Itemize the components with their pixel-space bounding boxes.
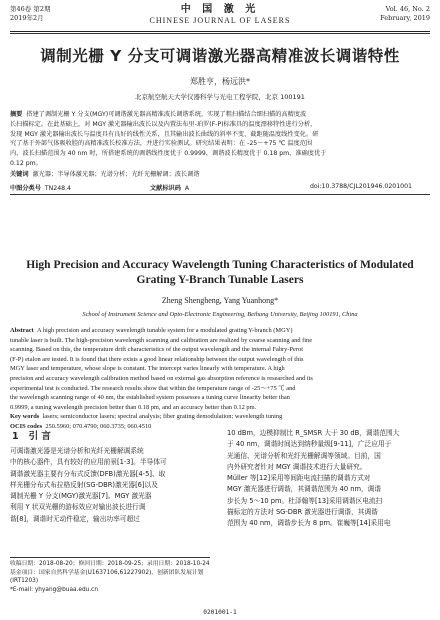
section-heading (12, 428, 51, 442)
abstract-cn-line: 长扫描标定。在此基础上，对 MGY 激光器输出波长以及内置法布里-珀罗(F-P)标准具的温度漂移特性进行分析， (10, 120, 317, 128)
title-en-line: High Precision and Accuracy Wavelength Tuning Characteristics of Modulated (26, 259, 414, 271)
header-center (10, 4, 430, 26)
abstract-rule (10, 194, 430, 195)
keywords-cn-text: 激光器；半导体激光器；光谱分析；光纤光栅解调；波长调谐 (32, 171, 200, 178)
section-number: 1 (12, 431, 19, 442)
body-line: 光通信、光谱分析和光纤光栅解调等领域。目前，国 (227, 451, 381, 460)
body-line: 调制光栅 Y 分支(MGY)激光器[7]。MGY 激光器 (10, 492, 152, 501)
ocis-label: OCIS codes (10, 422, 43, 430)
header-rule-thin (10, 33, 430, 34)
keywords-cn (10, 170, 430, 180)
body-line: 步长为 5～10 pm。杜泽翰等[13]采用调谐区电流扫 (227, 496, 383, 505)
paper-title-en (10, 258, 430, 287)
journal-name-en: CHINESE JOURNAL OF LASERS (149, 16, 291, 25)
authors-cn: 郑胜亨，杨远洪* (190, 77, 250, 86)
header-rule (10, 31, 430, 32)
abstract-en (10, 326, 430, 432)
body-line: 内外研究者针对 MGY 调谐技术进行大量研究。 (227, 462, 367, 471)
doc-code-value: A (184, 185, 190, 192)
title-en-line: Grating Y-Branch Tunable Lasers (136, 273, 304, 286)
ocis-text: 250.5960; 070.4790; 060.3735; 060.4510 (45, 422, 152, 430)
volume-en: Vol. 46, No. 2 (385, 5, 430, 13)
date-en: February, 2019 (380, 14, 430, 22)
doc-code-label: 文献标识码 (150, 185, 181, 192)
date-cn: 2019年2月 (10, 14, 44, 22)
abstract-en-line: (F-P) etalon are tested. It is found that there exists a good linear relationship between the output wavelength of this (10, 355, 304, 363)
footnote-received: 收稿日期：2018-08-20；修回日期：2018-09-25；录用日期：2018-10-24 (10, 561, 210, 567)
doc-code (150, 183, 189, 192)
right-column (227, 428, 430, 530)
body-line: Müller 等[12]采用等间距电流扫描的调谐方式对 (227, 474, 371, 483)
clc (10, 183, 71, 192)
abstract-en-line: tunable laser is built. The high-precision wavelength scanning and calibration are realized by coarse scanning and fine (10, 336, 313, 344)
abstract-en-line: precision and accuracy wavelength calibration method based on external gas absorption reference is researched and its (10, 374, 313, 382)
footnote-rule (10, 557, 210, 558)
clc-value: TN248.4 (44, 185, 71, 192)
body-line: 10 dBm，边模抑制比 R_SMSR 大于 30 dB，调谐范围大 (227, 429, 400, 437)
abstract-en-line: scanning. Based on this, the temperature drift characteristics of the output wavelength and the internal Fabry-Perot (10, 346, 303, 354)
clc-label: 中图分类号 (10, 185, 41, 192)
abstract-cn-line: 0.12 pm。 (10, 159, 42, 167)
footnote (10, 560, 220, 594)
abstract-cn-line: 究了基于外部气体吸收腔的高精准波长校准方法，并进行实验测试。研究结果表明：在 -25～+75 ℃ 温度范围 (10, 140, 313, 148)
page-number: 0201001-1 (203, 609, 237, 616)
abstract-cn-line: 摘要 搭建了调制光栅 Y 分支(MGY)可调谐激光器高精准波长调谐系统，实现了粗扫描结合细扫描的高精度波 (10, 111, 307, 118)
keywords-en (10, 412, 430, 422)
body-line: 范围为 40 nm，调谐步长为 8 pm。崔巍等[14]采用电 (227, 519, 391, 528)
doi-value[interactable]: 10.3788/CJL201946.0201001 (321, 183, 412, 190)
abstract-en-line: MGY laser and temperature, whose slope is constant. The intercept varies linearly with temperature. A high (10, 365, 285, 373)
abstract-en-line: experimental test is conducted. The research results show that within the temperature range of -25～+75 ℃ and (10, 384, 296, 392)
abstract-cn-line: 发现 MGY 激光器输出波长与温度具有良好的线性关系，且其输出波长曲线的斜率不变、截距随温度线性变化。研 (10, 130, 319, 138)
body-line: 调谐激光器主要有分布式反馈(DFB)激光器[4-5]、取 (10, 469, 166, 478)
paper-title-cn: 调制光栅 Y 分支可调谐激光器高精准波长调谐特性 (40, 47, 400, 65)
body-line: 可调谐激光器是光谱分析和光纤光栅解调系统 (10, 447, 144, 455)
footnote-email[interactable]: *E-mail: yhyang@buaa.edu.cn (10, 586, 99, 593)
body-line: 样光栅分布式布拉格反射(SG-DBR)激光器[6]以及 (10, 480, 158, 489)
body-line: 中的核心器件，具有较好的应用前景[1-3]。半导体可 (10, 458, 167, 467)
footnote-fund: 基金项目：国家自然科学基金(U1637106,61227902)，创新团队发展计划(IRT1203) (10, 569, 204, 585)
journal-name-cn: 中 国 激 光 (180, 4, 260, 15)
doi[interactable] (310, 183, 412, 190)
keywords-en-text: lasers; semiconductor lasers; spectral analysis; fiber grating demodulation; wavelength tuning (42, 413, 283, 421)
doi-label: doi: (310, 183, 322, 190)
affiliation-cn: 北京航空航天大学仪器科学与光电工程学院，北京 100191 (135, 93, 305, 101)
keywords-en-label: Key words (10, 413, 40, 421)
abstract-en-label: Abstract (10, 327, 34, 334)
journal-header (10, 4, 430, 30)
abstract-en-line: the wavelength scanning range of 40 nm, the established system possesses a tuning curve linearity better than (10, 394, 290, 402)
abstract-en-line: 0.9999, a tuning wavelength precision better than 0.18 pm, and an accuracy better than 0.12 pm. (10, 403, 257, 411)
abstract-cn (10, 110, 430, 169)
affiliation-en: School of Instrument Science and Opto-Electronic Engineering, Beihang University, Beijing 100191, China (82, 311, 358, 318)
body-line: MGY 激光器进行调谐，其调谐范围为 40 nm，调谐 (227, 485, 382, 494)
body-line: 描标定的方法对 SG-DBR 激光器进行调谐，其调谐 (227, 508, 378, 517)
abstract-cn-line: 内，波长扫描范围为 40 nm 时，所搭建系统的调谐线性度优于 0.9999，调谐波长精度优于 0.18 pm，准确度优于 (10, 150, 327, 158)
body-line: 于 40 nm，调谐时间达到纳秒量级[9-11]，广泛应用于 (227, 440, 392, 449)
volume-cn: 第46卷 第2期 (10, 5, 51, 13)
abstract-en-line: Abstract A high precision and accuracy wavelength tunable system for a modulated grating Y-branch (MGY) (10, 327, 293, 334)
abstract-cn-label: 摘要 (10, 111, 23, 118)
body-line: 利用 Y 状双光栅的游标效应对输出波长进行调 (10, 503, 146, 512)
left-column (10, 446, 215, 525)
section-title: 引 言 (28, 431, 51, 442)
authors-en: Zheng Shengheng, Yang Yuanhong* (161, 296, 279, 305)
body-line: 谐[8]，调谐时无动件稳定，输出功率可超过 (10, 514, 140, 523)
header-right (380, 5, 430, 23)
keywords-cn-label: 关键词 (10, 171, 29, 178)
